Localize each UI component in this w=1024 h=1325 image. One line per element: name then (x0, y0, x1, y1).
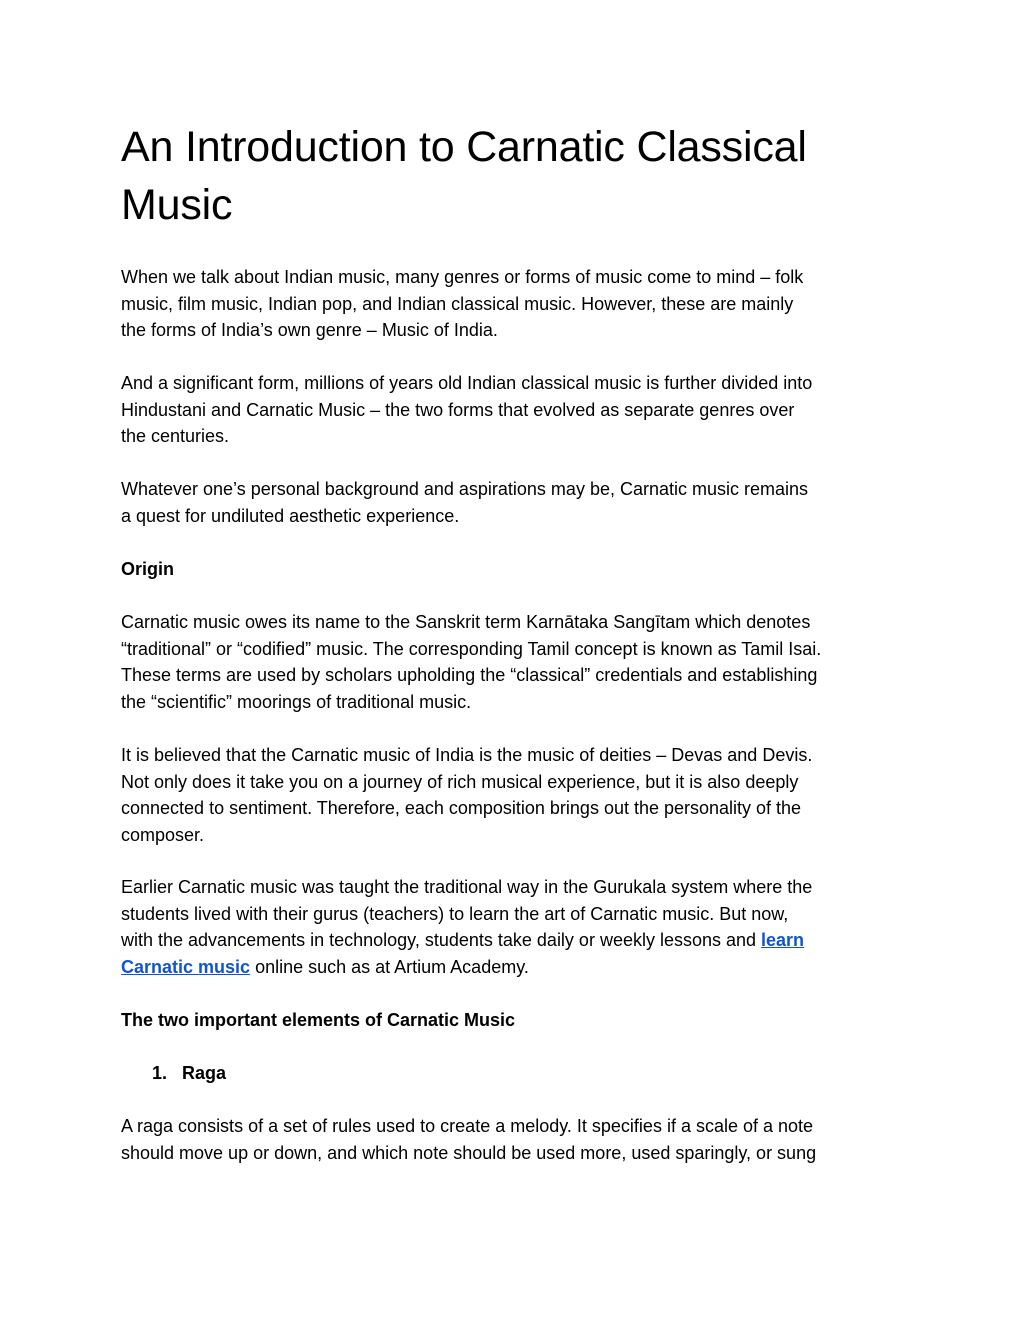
text-line: Whatever one’s personal background and aspirations may be, Carnatic music remains (121, 479, 809, 499)
text-line: the centuries. (121, 426, 230, 446)
text-line: a quest for undiluted aesthetic experience. (121, 505, 460, 526)
intro-paragraph-1 (121, 264, 911, 344)
origin-paragraph-2 (121, 742, 911, 848)
text-line: should move up or down, and which note should be used more, used sparingly, or sung (121, 1142, 817, 1163)
elements-heading: The two important elements of Carnatic Music (121, 1010, 516, 1030)
learn-carnatic-music-link-part-1[interactable]: learn (761, 930, 805, 950)
text-line: It is believed that the Carnatic music of India is the music of deities – Devas and Devis. (121, 745, 813, 765)
list-item (152, 1060, 226, 1087)
title-line-1: An Introduction to Carnatic Classical (121, 123, 807, 171)
text-line: When we talk about Indian music, many genres or forms of music come to mind – folk (121, 267, 804, 287)
intro-paragraph-3 (121, 476, 911, 529)
raga-paragraph (121, 1113, 911, 1166)
learn-carnatic-music-link-part-2[interactable]: Carnatic music (121, 956, 251, 977)
text-line: Carnatic music owes its name to the Sanskrit term Karnātaka Sangītam which denotes (121, 612, 811, 632)
origin-paragraph-1 (121, 609, 911, 715)
text-line: Earlier Carnatic music was taught the traditional way in the Gurukala system where the (121, 877, 813, 897)
text-line: And a significant form, millions of years old Indian classical music is further divided into (121, 373, 813, 393)
origin-heading: Origin (121, 559, 174, 579)
list-label: Raga (182, 1063, 227, 1083)
text-line: These terms are used by scholars upholding the “classical” credentials and establishing (121, 665, 818, 685)
text-line: the forms of India’s own genre – Music of India. (121, 320, 498, 340)
list-number: 1. (152, 1063, 168, 1083)
text-line: the “scientific” moorings of traditional music. (121, 691, 472, 712)
text-line: Hindustani and Carnatic Music – the two forms that evolved as separate genres over (121, 399, 795, 420)
text-line: Not only does it take you on a journey of rich musical experience, but it is also deeply (121, 771, 799, 792)
text-line: A raga consists of a set of rules used to create a melody. It specifies if a scale of a note (121, 1116, 814, 1136)
text-line: music, film music, Indian pop, and Indian classical music. However, these are mainly (121, 293, 794, 314)
document-title (121, 118, 911, 234)
text-line: online such as at Artium Academy. (250, 956, 529, 977)
title-line-2: Music (121, 181, 233, 229)
text-line: students lived with their gurus (teachers) to learn the art of Carnatic music. But now, (121, 903, 789, 924)
intro-paragraph-2 (121, 370, 911, 450)
text-line: “traditional” or “codified” music. The corresponding Tamil concept is known as Tamil Isai. (121, 638, 822, 659)
text-line: with the advancements in technology, students take daily or weekly lessons and (121, 930, 762, 950)
text-line: connected to sentiment. Therefore, each composition brings out the personality of the (121, 798, 802, 818)
text-line: composer. (121, 824, 205, 845)
origin-paragraph-3 (121, 874, 911, 980)
